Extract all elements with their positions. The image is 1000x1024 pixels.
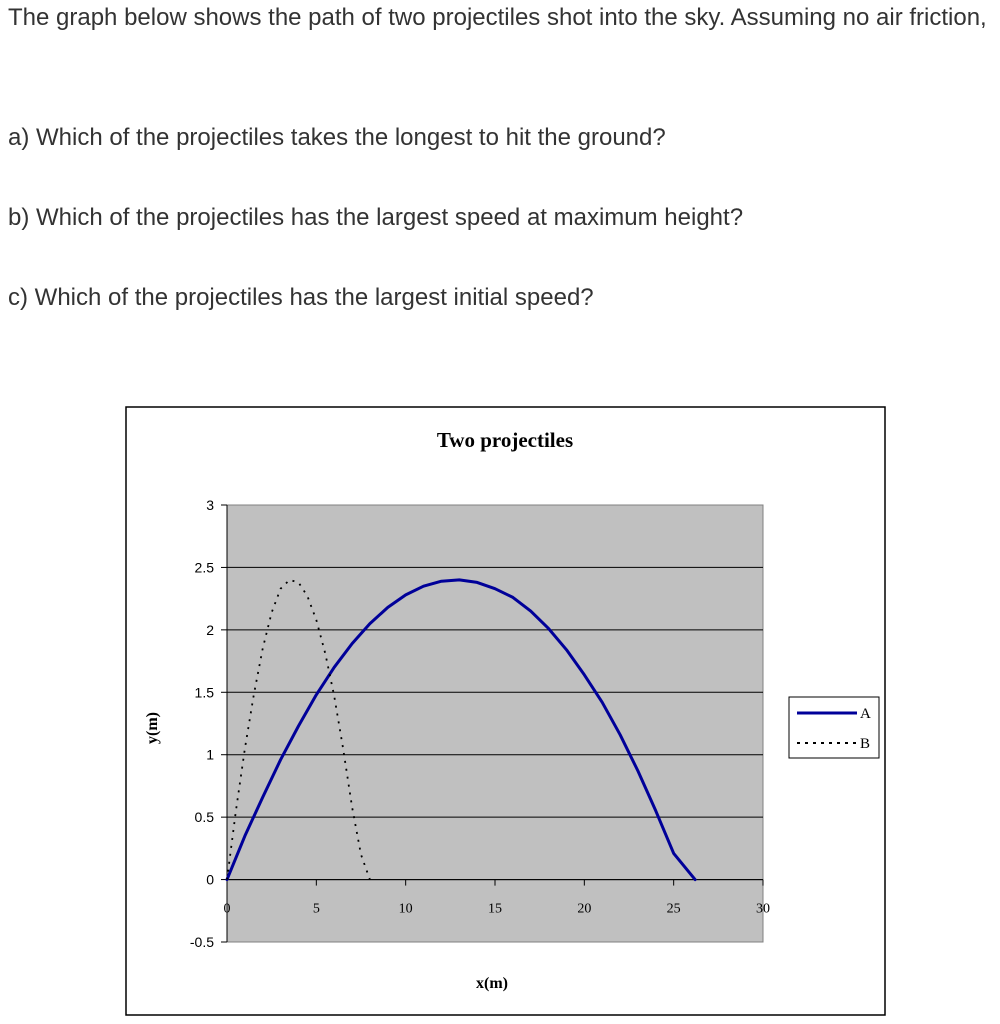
legend-label-a: A — [860, 706, 871, 722]
question-c: c) Which of the projectiles has the largest initial speed? — [8, 284, 594, 311]
y-tick-label: 1.5 — [194, 684, 214, 701]
x-tick-label: 5 — [312, 901, 320, 917]
y-tick-label: -0.5 — [189, 934, 214, 950]
y-tick-label: 0 — [206, 871, 214, 888]
x-tick-label: 15 — [488, 901, 502, 917]
question-intro: The graph below shows the path of two projectiles shot into the sky. Assuming no air friction, — [8, 4, 987, 31]
y-tick-label: 1 — [206, 746, 214, 763]
question-a: a) Which of the projectiles takes the longest to hit the ground? — [8, 124, 666, 151]
x-tick-label: 10 — [398, 901, 413, 917]
y-tick-label: 2 — [206, 621, 214, 638]
plot-area — [227, 505, 763, 942]
chart-title: Two projectiles — [436, 428, 574, 452]
y-tick-label: 2.5 — [194, 559, 214, 576]
x-tick-label: 25 — [666, 901, 681, 917]
legend — [789, 697, 879, 758]
x-axis-label: x(m) — [476, 975, 508, 992]
y-axis-label: y(m) — [144, 712, 161, 744]
legend-label-b: B — [860, 736, 871, 752]
x-tick-label: 0 — [223, 901, 231, 917]
y-tick-label: 0.5 — [194, 809, 214, 826]
x-tick-label: 20 — [577, 901, 592, 917]
x-tick-label: 30 — [756, 901, 770, 917]
y-tick-label: 3 — [206, 497, 214, 513]
question-b: b) Which of the projectiles has the largest speed at maximum height? — [8, 204, 744, 231]
